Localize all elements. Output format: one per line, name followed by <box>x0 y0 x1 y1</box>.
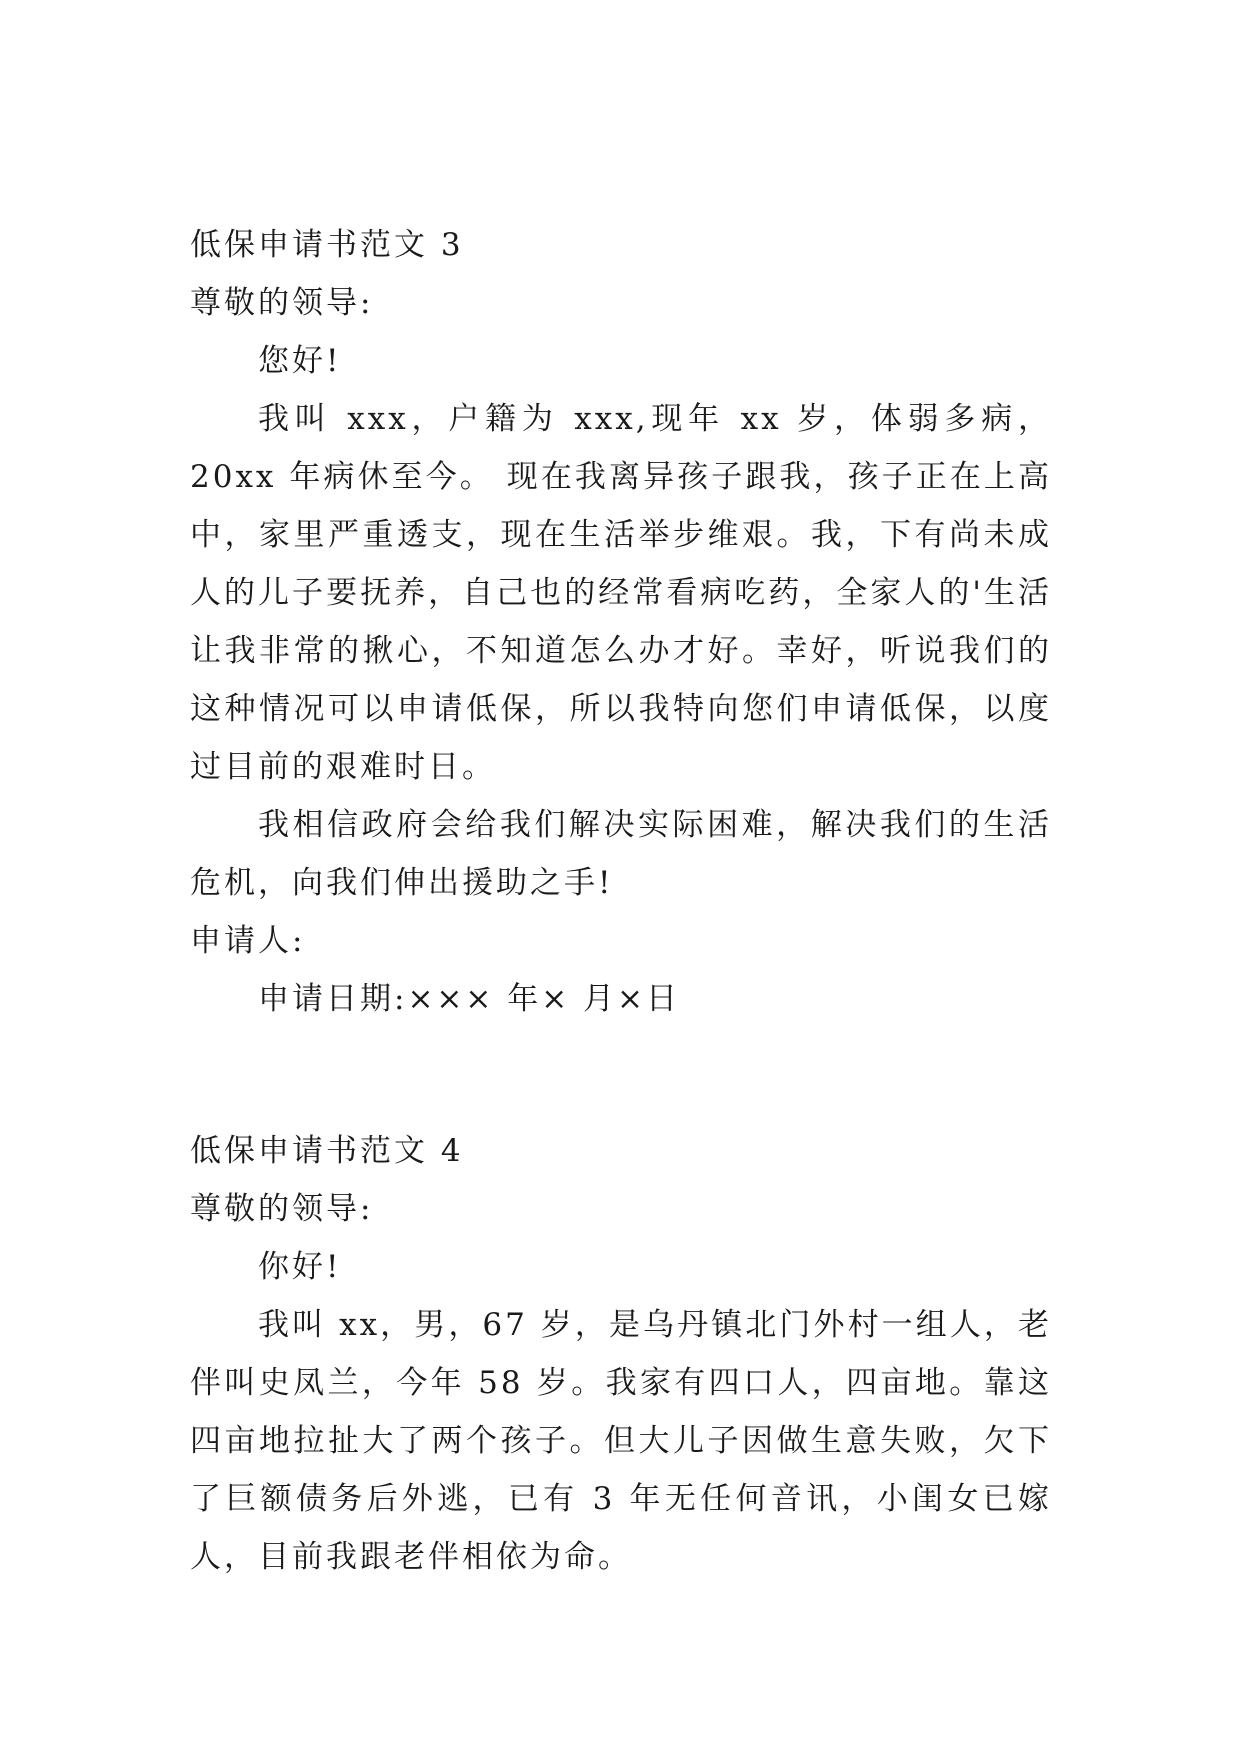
greeting: 您好! <box>258 343 342 379</box>
salutation: 尊敬的领导: <box>190 285 374 321</box>
body-paragraph: 我叫 xxx，户籍为 xxx,现年 xx 岁，体弱多病，20xx 年病休至今。 现在我离异孩子跟我，孩子正在上高中，家里严重透支，现在生活举步维艰。我，下有尚未成人的儿子要抚养，自己也的经常看病吃药，全家人的'生活让我非常的揪心，不知道怎么办才好。幸好，听说我们的这种情况可以申请低保，所以我特向您们申请低保，以度过目前的艰难时日。 <box>190 401 1052 785</box>
section-spacer <box>190 1028 1052 1122</box>
section-3 <box>190 216 1052 1028</box>
section-title: 低保申请书范文 4 <box>190 1133 464 1169</box>
salutation: 尊敬的领导: <box>190 1191 374 1227</box>
section-title: 低保申请书范文 3 <box>190 227 464 263</box>
document-body <box>190 216 1052 1586</box>
section-4 <box>190 1122 1052 1586</box>
applicant-label: 申请人: <box>190 923 306 959</box>
body-paragraph: 我叫 xx，男，67 岁，是乌丹镇北门外村一组人，老伴叫史凤兰，今年 58 岁。我家有四口人，四亩地。靠这四亩地拉扯大了两个孩子。但大儿子因做生意失败，欠下了巨额债务后外逃，已有 3 年无任何音讯，小闺女已嫁人，目前我跟老伴相依为命。 <box>190 1307 1052 1575</box>
greeting: 你好! <box>258 1249 342 1285</box>
body-paragraph: 我相信政府会给我们解决实际困难，解决我们的生活危机，向我们伸出援助之手! <box>190 807 1052 901</box>
application-date: 申请日期:××× 年× 月×日 <box>258 981 681 1017</box>
